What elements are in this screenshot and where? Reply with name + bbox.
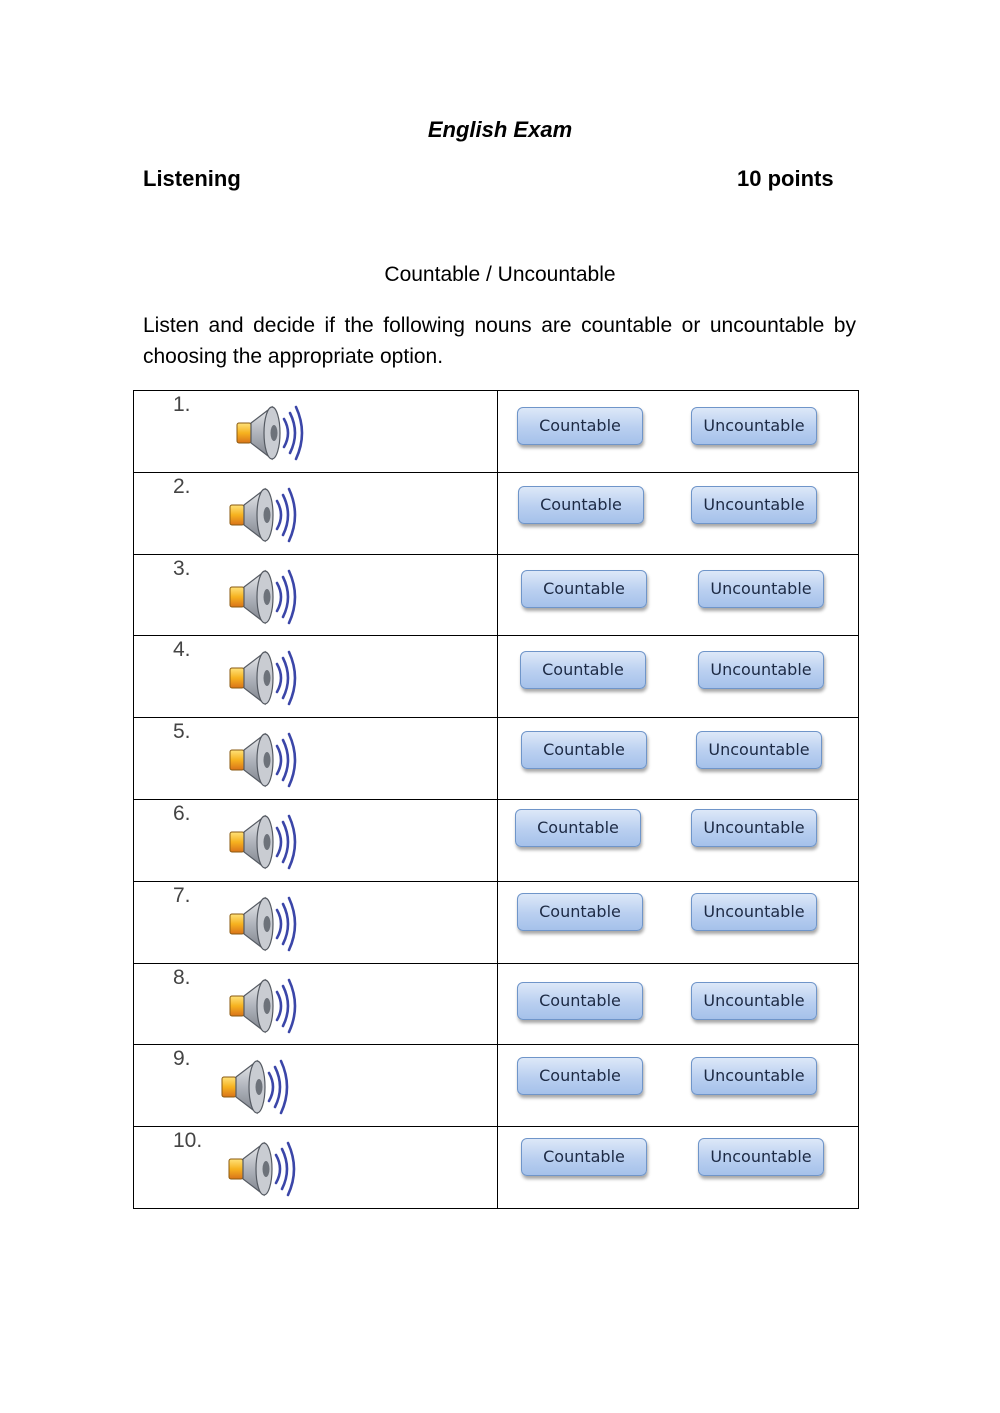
uncountable-button[interactable]: Uncountable: [691, 407, 817, 445]
uncountable-button[interactable]: Uncountable: [691, 809, 817, 847]
countable-button[interactable]: Countable: [517, 1057, 643, 1095]
question-row: [134, 391, 858, 473]
column-divider: [497, 964, 498, 1044]
question-number: 5.: [173, 720, 191, 743]
question-number: 8.: [173, 966, 191, 989]
uncountable-button[interactable]: Uncountable: [696, 731, 822, 769]
question-row: [134, 473, 858, 555]
uncountable-button[interactable]: Uncountable: [691, 486, 817, 524]
instructions: Listen and decide if the following nouns are countable or uncountable by choosing the appropriate option.: [143, 314, 856, 368]
speaker-icon[interactable]: [227, 810, 307, 874]
uncountable-button[interactable]: Uncountable: [691, 893, 817, 931]
question-number: 9.: [173, 1047, 191, 1070]
question-number: 3.: [173, 557, 191, 580]
speaker-icon[interactable]: [227, 483, 307, 547]
speaker-icon[interactable]: [219, 1055, 299, 1119]
countable-button[interactable]: Countable: [517, 893, 643, 931]
speaker-icon[interactable]: [227, 646, 307, 710]
question-number: 10.: [173, 1129, 203, 1152]
column-divider: [497, 1045, 498, 1126]
question-row: [134, 1127, 858, 1208]
countable-button[interactable]: Countable: [521, 570, 647, 608]
column-divider: [497, 636, 498, 717]
speaker-icon[interactable]: [227, 892, 307, 956]
speaker-icon[interactable]: [226, 1137, 306, 1201]
countable-button[interactable]: Countable: [520, 651, 646, 689]
speaker-icon[interactable]: [227, 974, 307, 1038]
column-divider: [497, 882, 498, 963]
countable-button[interactable]: Countable: [515, 809, 641, 847]
question-row: [134, 555, 858, 636]
question-row: [134, 718, 858, 800]
question-number: 1.: [173, 393, 191, 416]
question-number: 6.: [173, 802, 191, 825]
question-row: [134, 800, 858, 882]
question-number: 2.: [173, 475, 191, 498]
question-row: [134, 1045, 858, 1127]
countable-button[interactable]: Countable: [517, 982, 643, 1020]
uncountable-button[interactable]: Uncountable: [698, 651, 824, 689]
column-divider: [497, 555, 498, 635]
question-number: 7.: [173, 884, 191, 907]
uncountable-button[interactable]: Uncountable: [691, 982, 817, 1020]
uncountable-button[interactable]: Uncountable: [698, 1138, 824, 1176]
countable-button[interactable]: Countable: [517, 407, 643, 445]
uncountable-button[interactable]: Uncountable: [691, 1057, 817, 1095]
column-divider: [497, 391, 498, 472]
points-label: 10 points: [737, 166, 834, 191]
exam-title: English Exam: [427, 117, 573, 142]
speaker-icon[interactable]: [234, 401, 314, 465]
uncountable-button[interactable]: Uncountable: [698, 570, 824, 608]
countable-button[interactable]: Countable: [521, 1138, 647, 1176]
section-label: Listening: [143, 166, 241, 191]
question-number: 4.: [173, 638, 191, 661]
column-divider: [497, 718, 498, 799]
speaker-icon[interactable]: [227, 728, 307, 792]
column-divider: [497, 473, 498, 554]
question-row: [134, 882, 858, 964]
speaker-icon[interactable]: [227, 565, 307, 629]
column-divider: [497, 800, 498, 881]
countable-button[interactable]: Countable: [521, 731, 647, 769]
question-row: [134, 636, 858, 718]
exercise-table: [133, 390, 859, 1209]
exercise-subtitle: Countable / Uncountable: [384, 263, 616, 286]
column-divider: [497, 1127, 498, 1208]
countable-button[interactable]: Countable: [518, 486, 644, 524]
question-row: [134, 964, 858, 1045]
